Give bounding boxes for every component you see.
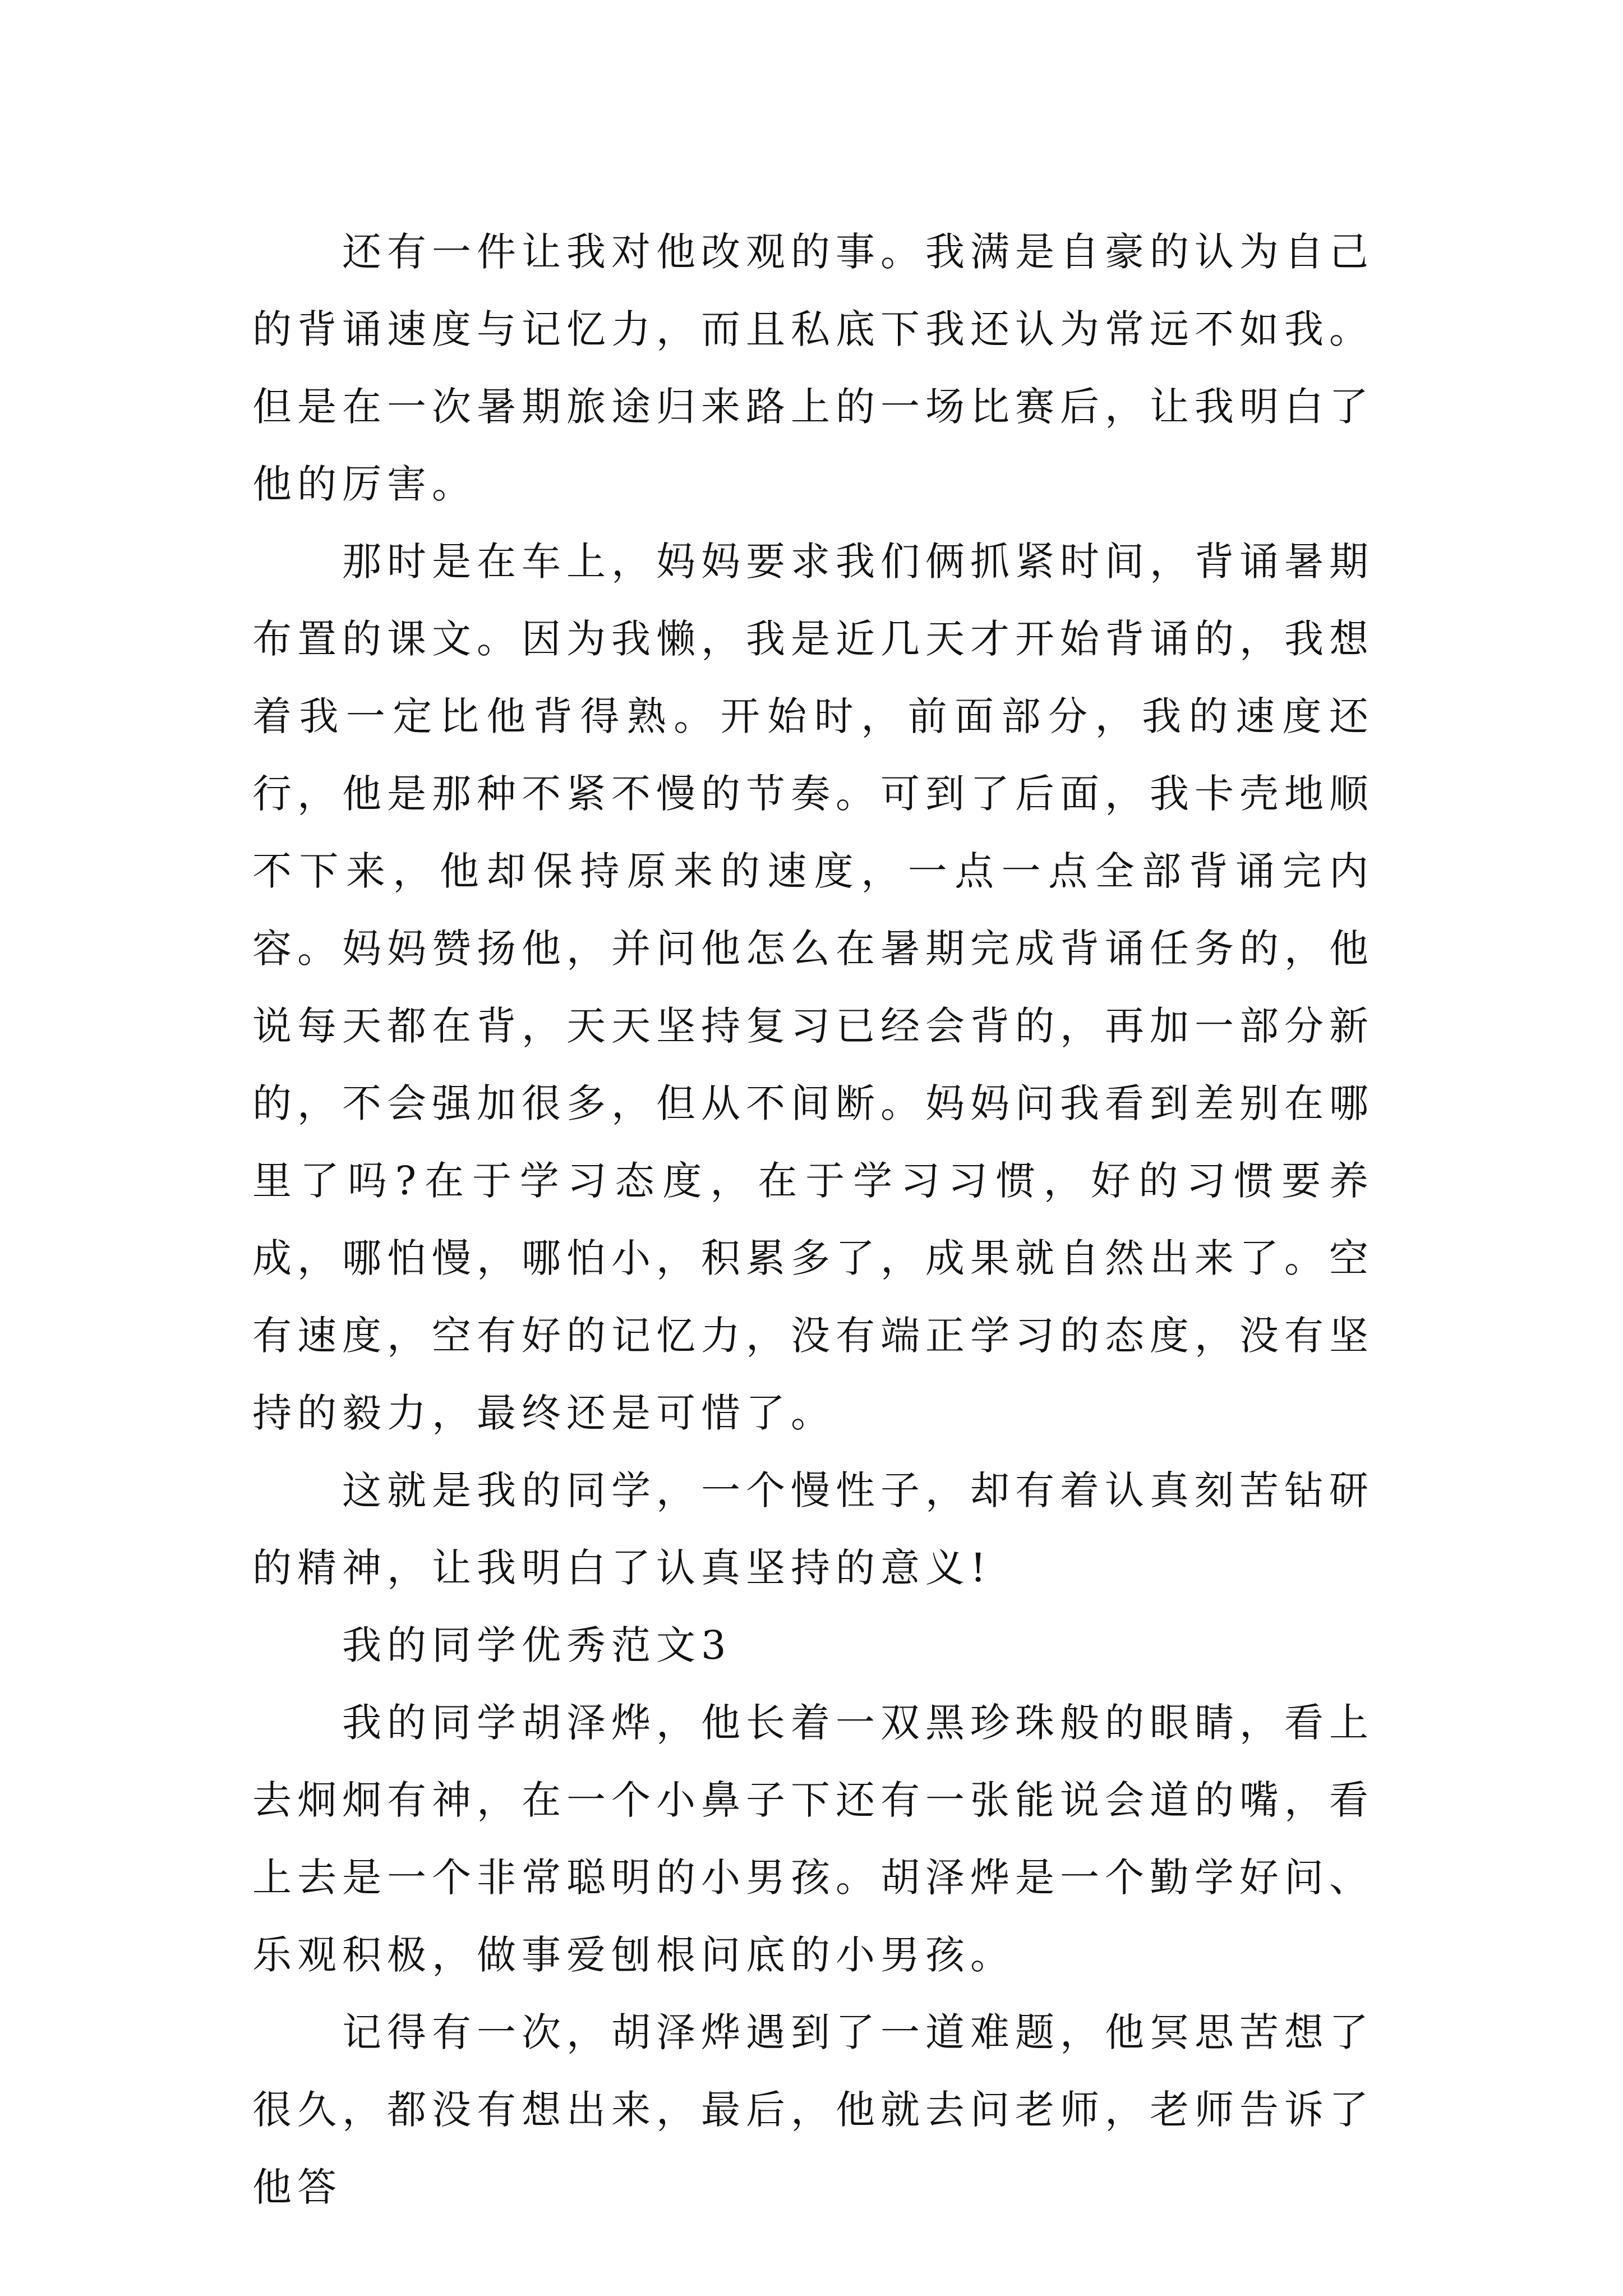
paragraph-4: 我的同学胡泽烨，他长着一双黑珍珠般的眼睛，看上去炯炯有神，在一个小鼻子下还有一张能说会道的嘴，看上去是一个非常聪明的小男孩。胡泽烨是一个勤学好问、乐观积极，做事爱刨根问底的小男孩。 [252,1700,1374,1978]
document-body [252,213,1374,2226]
paragraph-3: 这就是我的同学，一个慢性子，却有着认真刻苦钻研的精神，让我明白了认真坚持的意义! [252,1467,1374,1591]
paragraph-1: 还有一件让我对他改观的事。我满是自豪的认为自己的背诵速度与记忆力，而且私底下我还认为常远不如我。但是在一次暑期旅途归来路上的一场比赛后，让我明白了他的厉害。 [252,229,1374,507]
section-heading: 我的同学优秀范文3 [342,1622,732,1668]
paragraph-5: 记得有一次，胡泽烨遇到了一道难题，他冥思苦想了很久，都没有想出来，最后，他就去问老师，老师告诉了他答 [252,2009,1374,2210]
paragraph-2: 那时是在车上，妈妈要求我们俩抓紧时间，背诵暑期布置的课文。因为我懒，我是近几天才开始背诵的，我想着我一定比他背得熟。开始时，前面部分，我的速度还行，他是那种不紧不慢的节奏。可到了后面，我卡壳地顺不下来，他却保持原来的速度，一点一点全部背诵完内容。妈妈赞扬他，并问他怎么在暑期完成背诵任务的，他说每天都在背，天天坚持复习已经会背的，再加一部分新的，不会强加很多，但从不间断。妈妈问我看到差别在哪里了吗?在于学习态度，在于学习习惯，好的习惯要养成，哪怕慢，哪怕小，积累多了，成果就自然出来了。空有速度，空有好的记忆力，没有端正学习的态度，没有坚持的毅力，最终还是可惜了。 [252,539,1374,1436]
